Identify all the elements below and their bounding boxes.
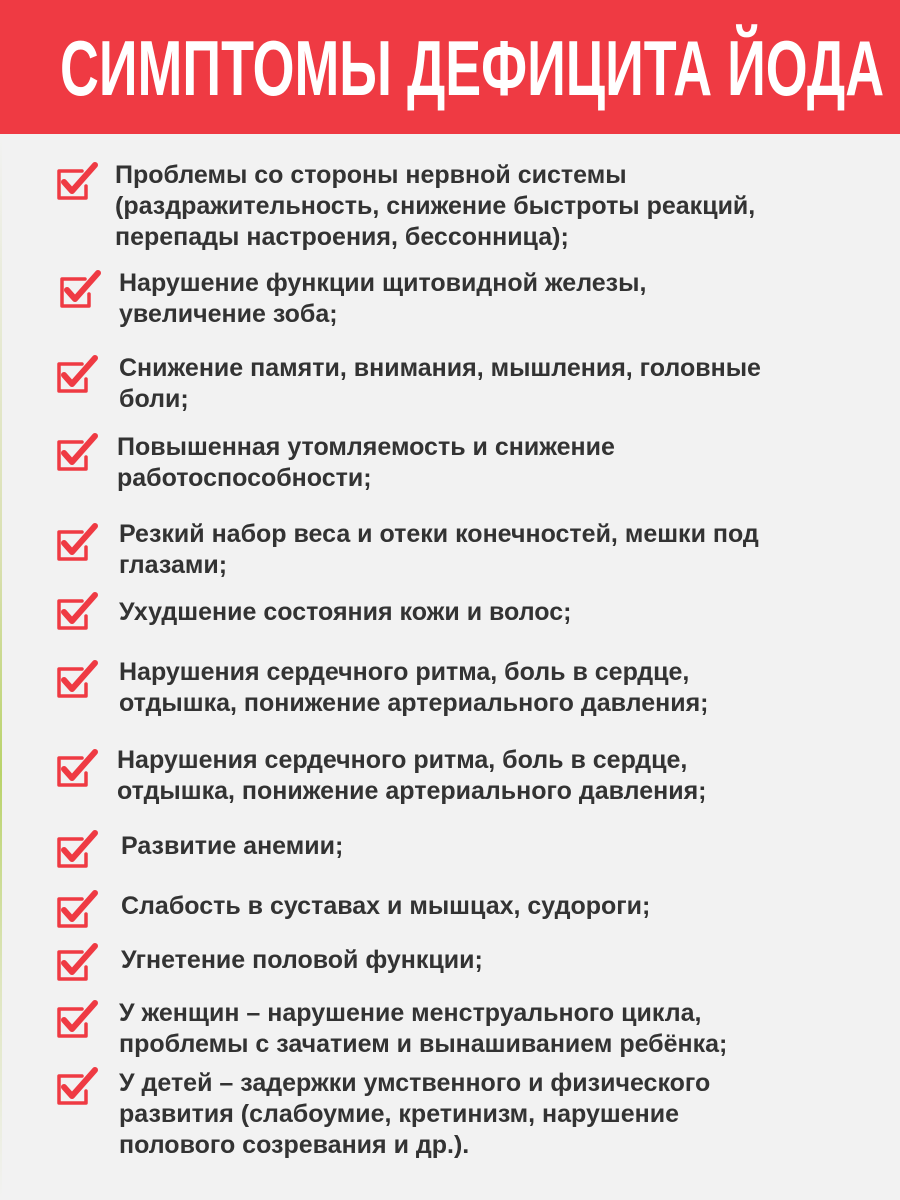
symptom-item bbox=[119, 657, 709, 719]
symptom-line: развития (слабоумие, кретинизм, нарушение bbox=[119, 1100, 680, 1128]
symptom-item bbox=[119, 1068, 710, 1161]
symptom-item bbox=[115, 160, 755, 253]
symptom-line: Нарушения сердечного ритма, боль в сердце, bbox=[117, 746, 688, 774]
checkbox-checked-icon bbox=[55, 660, 99, 700]
symptom-line: Развитие анемии; bbox=[121, 832, 344, 860]
checkbox-checked-icon bbox=[55, 355, 99, 395]
symptom-item bbox=[117, 432, 615, 494]
symptom-item bbox=[121, 891, 650, 922]
left-edge-decoration bbox=[0, 134, 2, 1200]
symptom-line: Нарушение функции щитовидной железы, bbox=[119, 269, 647, 297]
symptom-line: боли; bbox=[119, 385, 189, 413]
checkbox-checked-icon bbox=[55, 830, 99, 870]
symptom-item bbox=[119, 519, 759, 581]
symptom-line: проблемы с зачатием и вынашиванием ребёнка; bbox=[119, 1030, 728, 1058]
checkbox-checked-icon bbox=[55, 943, 99, 983]
header-banner bbox=[0, 0, 900, 134]
symptom-item bbox=[119, 353, 761, 415]
checkbox-checked-icon bbox=[55, 523, 99, 563]
symptom-line: Резкий набор веса и отеки конечностей, мешки под bbox=[119, 520, 759, 548]
symptom-line: Снижение памяти, внимания, мышления, головные bbox=[119, 354, 761, 382]
checkbox-checked-icon bbox=[55, 1000, 99, 1040]
symptom-line: У женщин – нарушение менструального цикла, bbox=[119, 999, 702, 1027]
checkbox-checked-icon bbox=[55, 749, 99, 789]
symptom-line: перепады настроения, бессонница); bbox=[115, 223, 569, 251]
checkbox-checked-icon bbox=[55, 162, 99, 202]
checkbox-checked-icon bbox=[58, 270, 102, 310]
symptom-line: полового созревания и др.). bbox=[119, 1131, 470, 1159]
checkbox-checked-icon bbox=[55, 890, 99, 930]
checkbox-checked-icon bbox=[55, 592, 99, 632]
page-title: СИМПТОМЫ ДЕФИЦИТА ЙОДА bbox=[60, 24, 885, 112]
symptom-line: Проблемы со стороны нервной системы bbox=[115, 161, 627, 189]
symptom-line: Повышенная утомляемость и снижение bbox=[117, 433, 615, 461]
symptom-item bbox=[121, 831, 343, 862]
symptom-item bbox=[121, 945, 483, 976]
symptom-line: отдышка, понижение артериального давления; bbox=[117, 777, 707, 805]
checkbox-checked-icon bbox=[55, 433, 99, 473]
symptom-line: (раздражительность, снижение быстроты реакций, bbox=[115, 192, 756, 220]
checkbox-checked-icon bbox=[55, 1067, 99, 1107]
symptom-item bbox=[117, 745, 707, 807]
symptom-item bbox=[119, 597, 571, 628]
symptom-line: глазами; bbox=[119, 551, 228, 579]
symptom-line: У детей – задержки умственного и физического bbox=[119, 1069, 711, 1097]
symptom-line: Ухудшение состояния кожи и волос; bbox=[119, 598, 572, 626]
symptom-line: отдышка, понижение артериального давления; bbox=[119, 689, 709, 717]
symptom-line: Угнетение половой функции; bbox=[121, 946, 483, 974]
symptom-line: Слабость в суставах и мышцах, судороги; bbox=[121, 892, 651, 920]
symptom-line: увеличение зоба; bbox=[119, 300, 338, 328]
symptom-line: работоспособности; bbox=[117, 464, 372, 492]
symptom-item bbox=[119, 998, 727, 1060]
symptom-line: Нарушения сердечного ритма, боль в сердце, bbox=[119, 658, 690, 686]
symptom-item bbox=[119, 268, 646, 330]
